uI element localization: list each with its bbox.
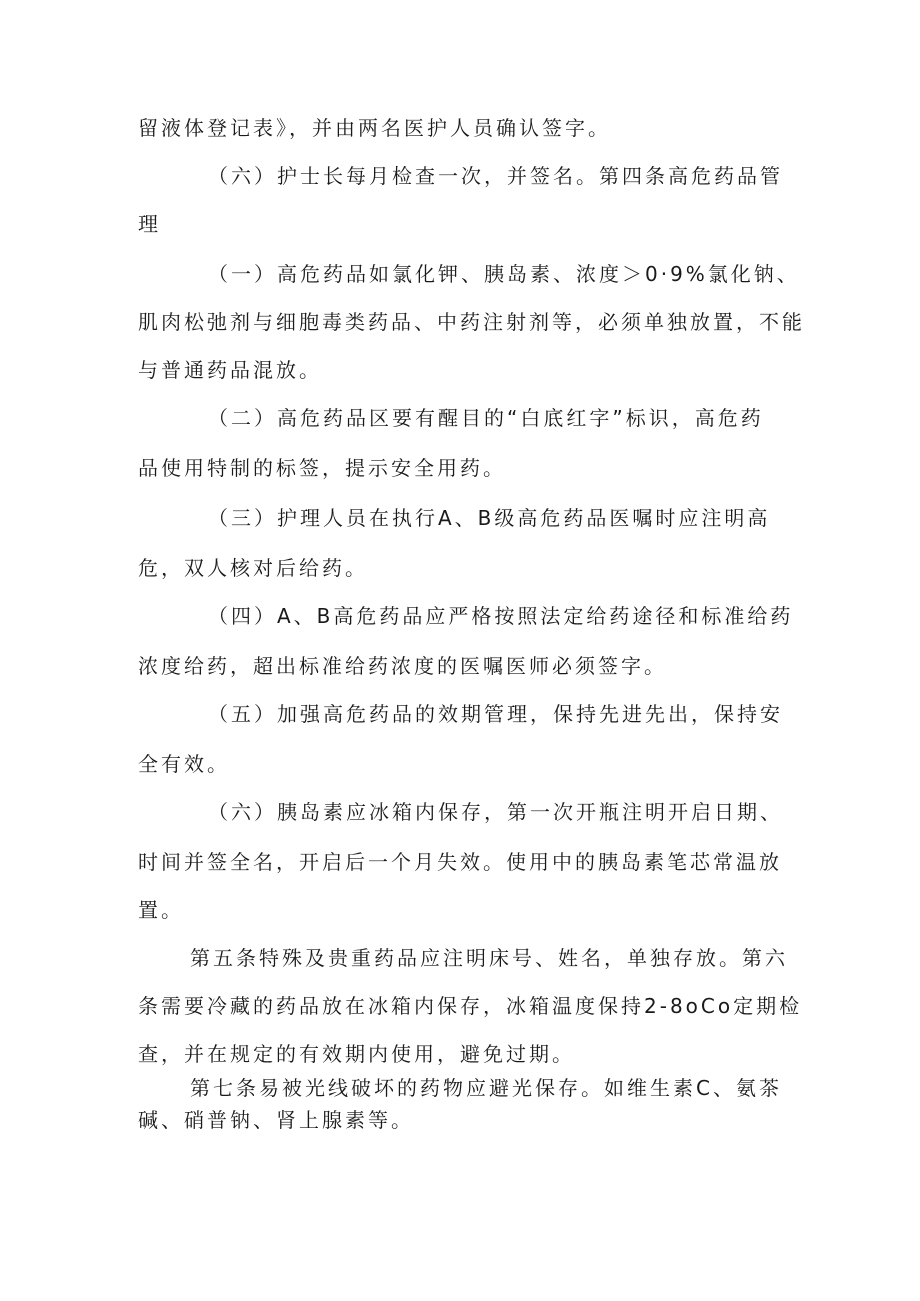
text-line: （一）高危药品如氯化钾、胰岛素、浓度＞0·9%氯化钠、 (208, 262, 800, 286)
text-line: （六）胰岛素应冰箱内保存，第一次开瓶注明开启日期、 (208, 800, 783, 824)
text-line: 查，并在规定的有效期内使用，避免过期。 (138, 1042, 575, 1066)
text-line: 置。 (138, 898, 184, 922)
text-line: （四）A、B高危药品应严格按照法定给药途径和标准给药 (208, 604, 794, 628)
text-line: 全有效。 (138, 752, 230, 776)
text-line: （五）加强高危药品的效期管理，保持先进先出，保持安 (208, 702, 783, 726)
text-line: 与普通药品混放。 (138, 358, 322, 382)
text-line: 理 (138, 212, 161, 236)
text-line: 品使用特制的标签，提示安全用药。 (138, 456, 506, 480)
text-line: 条需要冷藏的药品放在冰箱内保存，冰箱温度保持2-8oCo定期检 (138, 994, 803, 1018)
text-line: （六）护士长每月检查一次，并签名。第四条高危药品管 (208, 164, 783, 188)
text-line: 留液体登记表》，并由两名医护人员确认签字。 (138, 116, 611, 140)
text-line: （三）护理人员在执行A、B级高危药品医嘱时应注明高 (208, 506, 771, 530)
text-line: 第五条特殊及贵重药品应注明床号、姓名，单独存放。第六 (190, 946, 788, 970)
text-line: 时间并签全名，开启后一个月失效。使用中的胰岛素笔芯常温放 (138, 850, 782, 874)
text-line: 浓度给药，超出标准给药浓度的医嘱医师必须签字。 (138, 654, 667, 678)
text-line: 碱、硝普钠、肾上腺素等。 (138, 1108, 414, 1132)
text-line: （二）高危药品区要有醒目的“白底红字”标识，高危药 (208, 406, 764, 430)
text-line: 肌肉松弛剂与细胞毒类药品、中药注射剂等，必须单独放置，不能 (138, 310, 805, 334)
text-line: 危，双人核对后给药。 (138, 556, 368, 580)
text-line: 第七条易被光线破坏的药物应避光保存。如维生素C、氨茶 (190, 1076, 782, 1100)
